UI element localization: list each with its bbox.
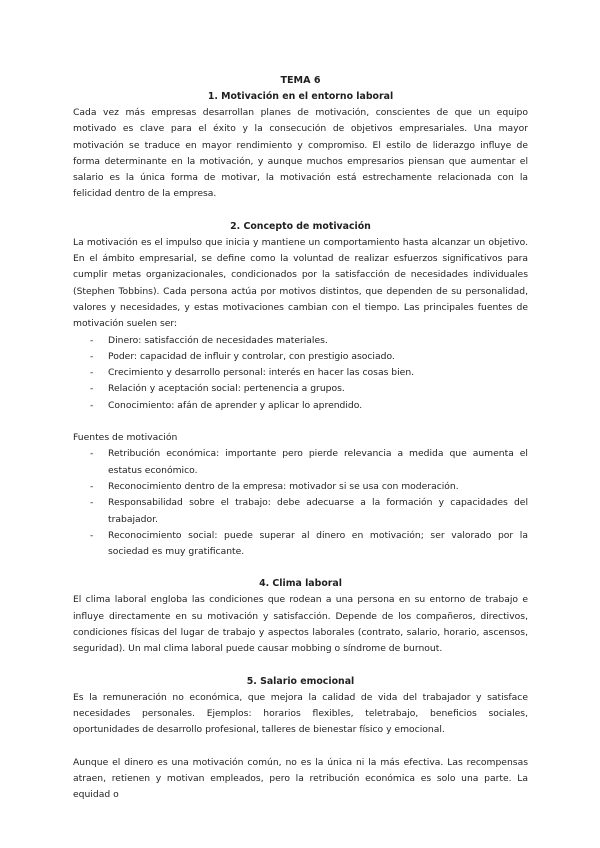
list-item: - Reconocimiento social: puede superar al dinero en motivación; ser valorado por la sociedad es muy gratificante.	[90, 528, 528, 561]
list-item: - Conocimiento: afán de aprender y aplicar lo aprendido.	[90, 398, 528, 414]
list-item: - Dinero: satisfacción de necesidades materiales.	[90, 333, 528, 349]
paragraph-salario-emocional: Es la remuneración no económica, que mejora la calidad de vida del trabajador y satisface necesidades personales. Ejemplos: horarios flexibles, teletrabajo, beneficios sociales, oportunidades de desarrollo profesional, talleres de bienestar físico y emocional.	[73, 691, 528, 736]
paragraph-salario-emocional-2: Aunque el dinero es una motivación común, no es la única ni la más efectiva. Las recompensas atraen, retienen y motivan empleados, pero la retribución económica es solo una parte. La equidad o	[73, 756, 528, 801]
list-item: - Relación y aceptación social: pertenencia a grupos.	[90, 381, 528, 397]
list-item: - Reconocimiento dentro de la empresa: motivador si se usa con moderación.	[90, 479, 528, 495]
section-heading-clima-laboral: 4. Clima laboral	[259, 578, 342, 590]
list-item: - Poder: capacidad de influir y controlar, con prestigio asociado.	[90, 349, 528, 365]
document-title: TEMA 6	[280, 75, 321, 86]
section-heading-salario-emocional: 5. Salario emocional	[246, 675, 355, 687]
section-heading-concepto: 2. Concepto de motivación	[230, 220, 371, 232]
list-fuentes-principales	[73, 333, 528, 414]
section-heading-motivacion-entorno: 1. Motivación en el entorno laboral	[207, 91, 394, 102]
paragraph-clima-laboral: El clima laboral engloba las condiciones que rodean a una persona en su entorno de trabajo e influye directamente en su motivación y satisfacción. Depende de los compañeros, directivos, condiciones físicas del lugar de trabajo y aspectos laborales (contrato, salario, horario, ascensos, seguridad). Un mal clima laboral puede causar mobbing o síndrome de burnout.	[73, 594, 528, 655]
paragraph-motivacion-entorno: Cada vez más empresas desarrollan planes de motivación, conscientes de que un equipo motivado es clave para el éxito y la consecución de objetivos empresariales. Una mayor motivación se traduce en mayor rendimiento y compromiso. El estilo de liderazgo influye de forma determinante en la motivación, y aunque muchos empresarios piensan que aumentar el salario es la única forma de motivar, la motivación está estrechamente relacionada con la felicidad dentro de la empresa.	[73, 107, 528, 200]
paragraph-concepto: La motivación es el impulso que inicia y mantiene un comportamiento hasta alcanzar un objetivo. En el ámbito empresarial, se define como la voluntad de realizar esfuerzos significativos para cumplir metas organizacionales, condicionados por la satisfacción de necesidades individuales (Stephen Tobbins). Cada persona actúa por motivos distintos, que dependen de su personalidad, valores y necesidades, y estas motivaciones cambian con el tiempo. Las principales fuentes de motivación suelen ser:	[73, 236, 528, 330]
spacer	[73, 414, 528, 430]
spacer	[73, 560, 528, 576]
spacer	[73, 658, 528, 674]
label-fuentes-motivacion: Fuentes de motivación	[73, 432, 178, 444]
spacer	[73, 739, 528, 755]
list-fuentes-motivacion	[73, 446, 528, 560]
list-item: - Crecimiento y desarrollo personal: interés en hacer las cosas bien.	[90, 365, 528, 381]
list-item: - Responsabilidad sobre el trabajo: debe adecuarse a la formación y capacidades del trabajador.	[90, 495, 528, 528]
list-item: - Retribución económica: importante pero pierde relevancia a medida que aumenta el estatus económico.	[90, 446, 528, 479]
spacer	[73, 203, 528, 219]
document-body	[73, 72, 528, 803]
